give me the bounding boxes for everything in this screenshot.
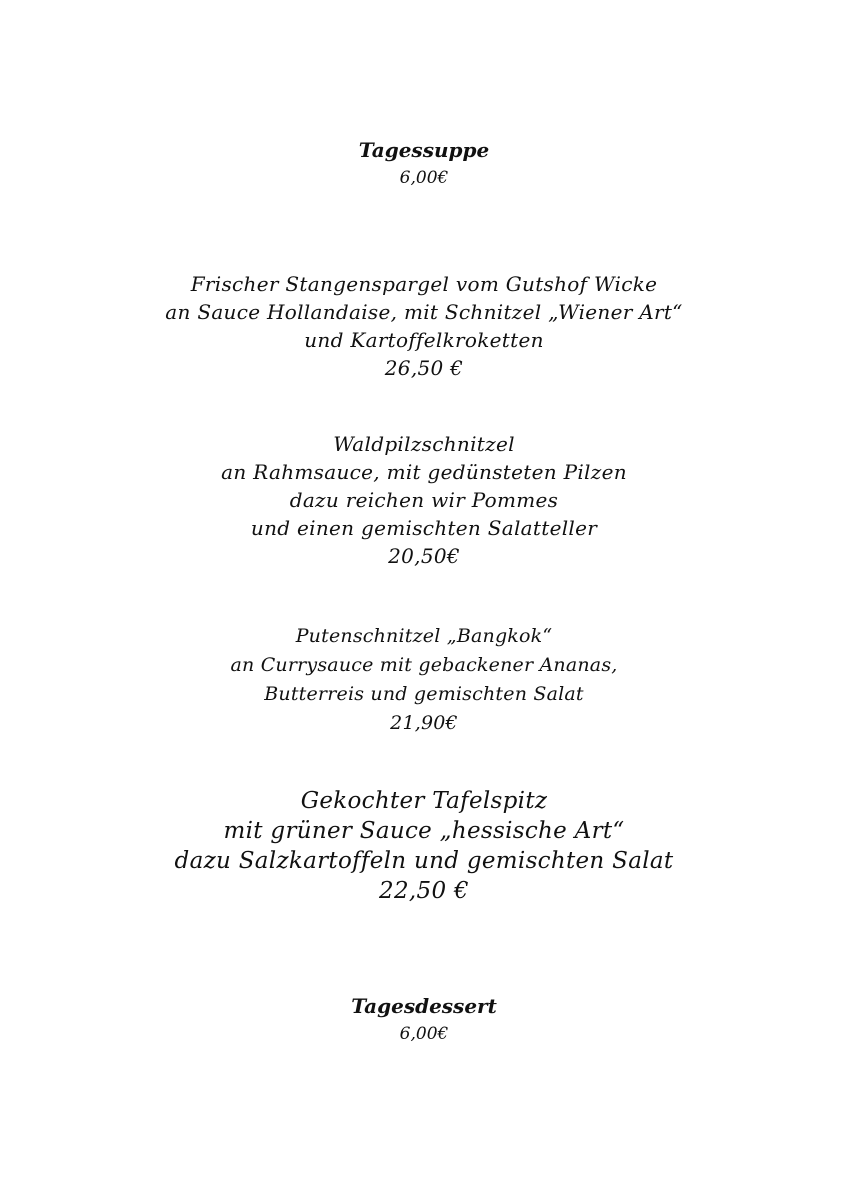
dish-description: an Currysauce mit gebackener Ananas, (230, 654, 618, 676)
soup-section (0, 136, 848, 192)
dish-spargel (0, 270, 848, 382)
dish-name: Gekochter Tafelspitz (300, 788, 548, 814)
dish-description: und einen gemischten Salatteller (250, 516, 598, 540)
dish-description: und Kartoffelkroketten (304, 328, 544, 352)
dessert-price: 6,00€ (399, 1024, 449, 1044)
dish-price: 22,50 € (379, 878, 469, 904)
dish-description: Butterreis und gemischten Salat (264, 683, 584, 705)
dish-price: 26,50 € (384, 356, 464, 380)
dish-price: 21,90€ (390, 712, 458, 734)
dish-name: Waldpilzschnitzel (333, 432, 515, 456)
dish-price: 20,50€ (388, 544, 460, 568)
dessert-section (0, 992, 848, 1048)
dish-tafelspitz (0, 786, 848, 906)
dish-waldpilzschnitzel (0, 430, 848, 570)
dish-description: an Sauce Hollandaise, mit Schnitzel „Wiener Art“ (165, 300, 683, 324)
dish-name: Putenschnitzel „Bangkok“ (295, 625, 553, 647)
dish-description: mit grüner Sauce „hessische Art“ (223, 818, 625, 844)
soup-title: Tagessuppe (358, 138, 490, 162)
dish-description: an Rahmsauce, mit gedünsteten Pilzen (221, 460, 627, 484)
dish-putenschnitzel (0, 622, 848, 738)
dish-description: dazu reichen wir Pommes (289, 488, 559, 512)
dish-description: dazu Salzkartoffeln und gemischten Salat (174, 848, 674, 874)
soup-price: 6,00€ (399, 168, 449, 188)
dish-name: Frischer Stangenspargel vom Gutshof Wicke (190, 272, 658, 296)
dessert-title: Tagesdessert (351, 994, 497, 1018)
